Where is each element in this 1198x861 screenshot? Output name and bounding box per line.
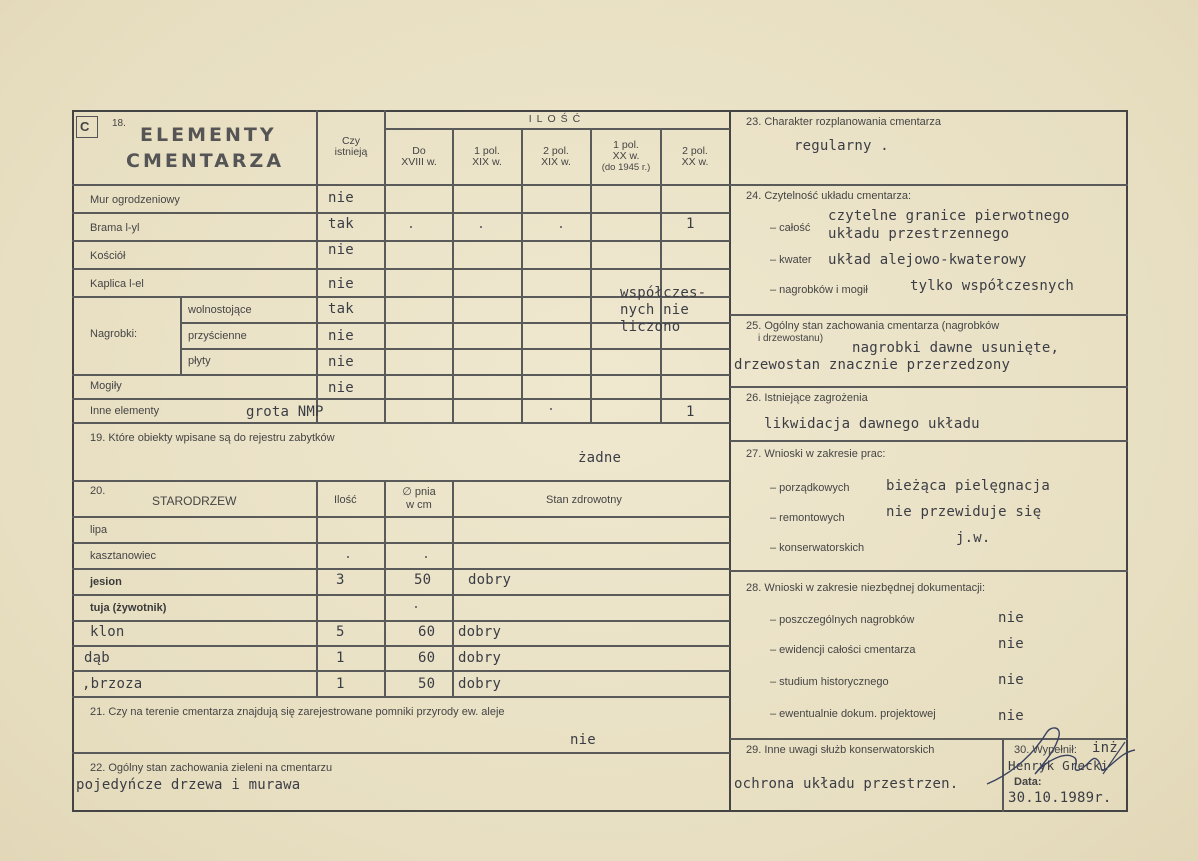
row-mur-value: nie [328,190,354,206]
section-28-p2-value: nie [998,636,1024,652]
card-code-box [76,116,98,138]
tree-row-name: ,brzoza [82,676,143,692]
tree-row-name: lipa [90,524,108,536]
section-21-value: nie [570,732,596,748]
section-28-label: 28. Wnioski w zakresie niezbędnej dokumentacji: [746,582,986,594]
section-27-p2-value: nie przewiduje się [886,504,1042,520]
section-22-label: 22. Ogólny stan zachowania zieleni na cmentarzu [90,762,333,774]
section-20-number: 20. [90,485,106,497]
card-code: C [80,119,90,134]
speck [410,226,412,228]
tree-row-name: kasztanowiec [90,550,157,562]
section-29-label: 29. Inne uwagi służb konserwatorskich [746,744,935,756]
tree-row-state: dobry [458,676,502,692]
row-kosciol-label: Kościół [90,250,126,262]
section-28-p1-label: – poszczególnych nagrobków [770,614,915,626]
signature-image [975,722,1145,792]
section-25-label-2: i drzewostanu) [758,333,824,344]
row-mogily-value: nie [328,380,354,396]
section-24-calosc-label: – całość [770,222,811,234]
section-28-p4-label: – ewentualnie dokum. projektowej [770,708,936,720]
tree-row-diam: 60 [418,624,436,640]
section-18-number: 18. [112,118,126,129]
row-kaplica-value: nie [328,276,354,292]
row-plyty-value: nie [328,354,354,370]
row-brama-value: tak [328,216,354,232]
section-27-p1-label: – porządkowych [770,482,850,494]
row-brama-count: 1 [686,216,695,232]
section-24-kwater-value: układ alejowo-kwaterowy [828,252,1027,268]
section-28-p3-value: nie [998,672,1024,688]
col-ilosc: Ilość [334,494,357,506]
row-mur-label: Mur ogrodzeniowy [90,194,180,206]
section-22-value: pojedyńcze drzewa i murawa [76,777,301,793]
tree-row-name: tuja (żywotnik) [90,602,167,614]
section-30-name-2: Henryk Grecki [1008,758,1109,773]
row-kaplica-label: Kaplica l-el [90,278,144,290]
title-cmentarza: CMENTARZA [126,150,285,172]
section-20-title: STARODRZEW [152,494,237,508]
section-21-label: 21. Czy na terenie cmentarza znajdują się zarejestrowane pomniki przyrody ew. aleje [90,706,505,718]
speck [415,606,417,608]
header-col-5: 2 pol. XX w. [681,145,709,168]
section-30-date: 30.10.1989r. [1008,790,1112,806]
section-23-label: 23. Charakter rozplanowania cmentarza [746,116,942,128]
row-nagrobki-label: Nagrobki: [90,328,138,340]
tree-row-name: klon [90,624,125,640]
section-19-value: żadne [578,450,622,466]
section-30-label: 30. Wypełnił: [1014,744,1077,756]
row-plyty-label: płyty [188,355,211,367]
section-27-p3-value: j.w. [956,530,991,546]
section-19-label: 19. Które obiekty wpisane są do rejestru zabytków [90,432,335,444]
tree-row-state: dobry [468,572,512,588]
col-stan: Stan zdrowotny [546,494,622,506]
row-inne-value: grota NMP [246,404,324,420]
tree-row-name: jesion [90,576,122,588]
section-24-label: 24. Czytelność układu cmentarza: [746,190,912,202]
section-29-value: ochrona układu przestrzen. [734,776,959,792]
tree-row-qty: 3 [336,572,345,588]
section-25-value-1: nagrobki dawne usunięte, [852,340,1060,356]
section-27-p2-label: – remontowych [770,512,845,524]
section-23-value: regularny . [794,138,889,154]
row-wolno-label: wolnostojące [188,304,252,316]
tree-row-diam: 50 [414,572,432,588]
section-24-nagrobkow-value: tylko współczesnych [910,278,1074,294]
header-ilosc: ILOŚĆ [528,113,586,125]
header-col-2: 1 pol. XIX w. [472,145,502,168]
speck [425,556,427,558]
speck [560,226,562,228]
section-28-p2-label: – ewidencji całości cmentarza [770,644,916,656]
tree-row-qty: 5 [336,624,345,640]
section-30-name-1: inż [1092,740,1118,756]
section-24-calosc-value-2: układu przestrzennego [828,226,1010,242]
section-24-calosc-value-1: czytelne granice pierwotnego [828,208,1070,224]
section-28-p4-value: nie [998,708,1024,724]
section-25-label-1: 25. Ogólny stan zachowania cmentarza (nagrobków [746,320,1000,332]
row-mogily-label: Mogiły [90,380,122,392]
header-col-4: 1 pol. XX w. (do 1945 r.) [601,139,651,173]
row-przy-value: nie [328,328,354,344]
section-24-kwater-label: – kwater [770,254,812,266]
section-25-value-2: drzewostan znacznie przerzedzony [734,357,1011,373]
row-brama-label: Brama l-yl [90,222,140,234]
section-27-p1-value: bieżąca pielęgnacja [886,478,1050,494]
section-28-p1-value: nie [998,610,1024,626]
tree-row-qty: 1 [336,650,345,666]
section-26-label: 26. Istniejące zagrożenia [746,392,868,404]
section-28-p3-label: – studium historycznego [770,676,889,688]
section-26-value: likwidacja dawnego układu [764,416,980,432]
tree-row-name: dąb [84,650,110,666]
note-wspolczesnych: współczes- nych nie liczono [620,285,707,335]
section-24-nagrobkow-label: – nagrobków i mogił [770,284,868,296]
row-kosciol-value: nie [328,242,354,258]
section-30-date-label: Data: [1014,776,1042,788]
title-elementy: ELEMENTY [140,124,277,146]
col-pnia: ∅ pnia w cm [402,486,436,511]
tree-row-diam: 50 [418,676,436,692]
section-27-p3-label: – konserwatorskich [770,542,865,554]
row-przy-label: przyścienne [188,330,247,342]
tree-row-diam: 60 [418,650,436,666]
header-col-3: 2 pol. XIX w. [541,145,571,168]
row-inne-label: Inne elementy [90,405,160,417]
speck [550,408,552,410]
tree-row-state: dobry [458,624,502,640]
speck [480,226,482,228]
header-col-1: Do XVIII w. [401,145,437,168]
section-27-label: 27. Wnioski w zakresie prac: [746,448,886,460]
speck [347,556,349,558]
tree-row-state: dobry [458,650,502,666]
row-inne-count: 1 [686,404,695,420]
header-czy-istnieja: Czy istnieją [334,135,368,158]
row-wolno-value: tak [328,301,354,317]
tree-row-qty: 1 [336,676,345,692]
